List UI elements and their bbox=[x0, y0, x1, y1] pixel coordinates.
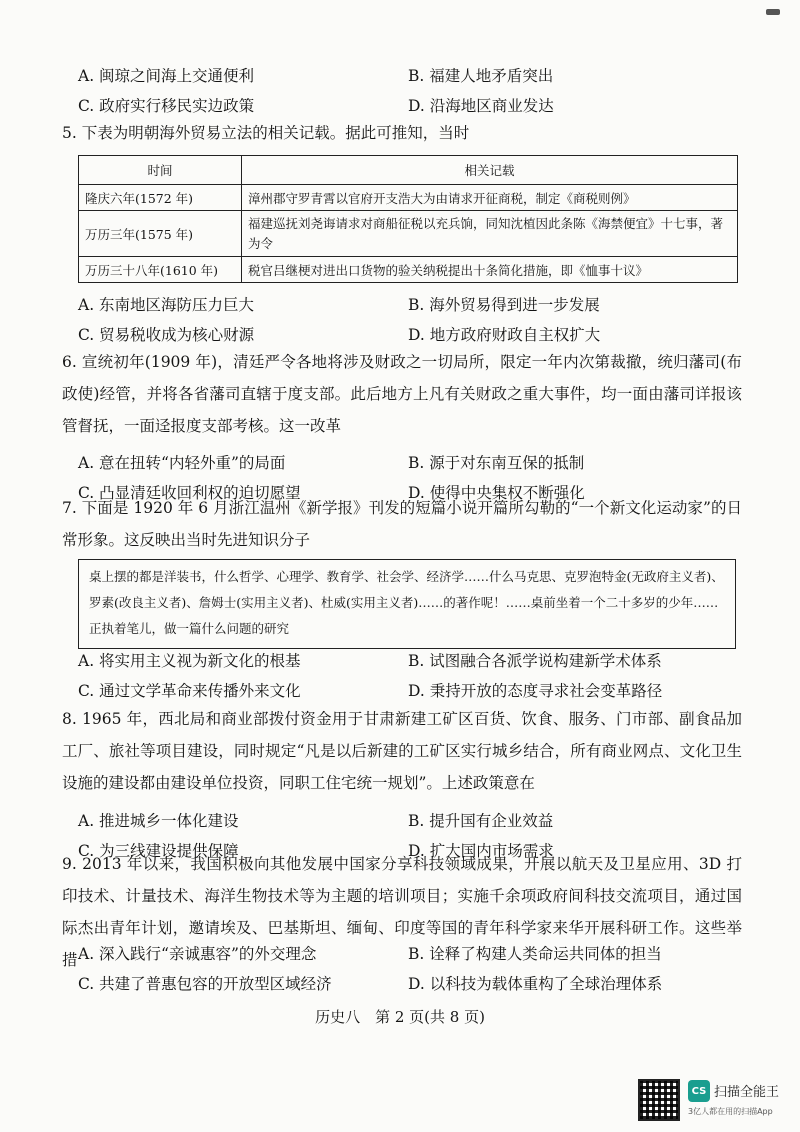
q8-option-d: D. 扩大国内市场需求 bbox=[408, 842, 554, 860]
q4-option-b: B. 福建人地矛盾突出 bbox=[408, 67, 554, 85]
q5-option-b: B. 海外贸易得到进一步发展 bbox=[408, 296, 600, 314]
camscanner-name: 扫描全能王 bbox=[714, 1085, 780, 1100]
q4-options bbox=[78, 60, 738, 120]
table-cell-time: 万历三十八年(1610 年) bbox=[79, 257, 242, 283]
table-row bbox=[79, 185, 738, 211]
q5-stem: 5. 下表为明朝海外贸易立法的相关记载。据此可推知，当时 bbox=[62, 124, 470, 142]
q6-option-b: B. 源于对东南互保的抵制 bbox=[408, 454, 585, 472]
camscanner-logo: CS bbox=[688, 1080, 710, 1102]
q9-option-a: A. 深入践行“亲诚惠容”的外交理念 bbox=[78, 945, 317, 963]
q7-excerpt-box bbox=[78, 559, 736, 649]
q9-option-c: C. 共建了普惠包容的开放型区域经济 bbox=[78, 975, 332, 993]
q8-option-c: C. 为三线建设提供保障 bbox=[78, 842, 239, 860]
table-cell-record: 税官吕继梗对进出口货物的验关纳税提出十条简化措施，即《恤事十议》 bbox=[242, 257, 738, 283]
corner-mark bbox=[766, 9, 780, 15]
q4-option-c: C. 政府实行移民实边政策 bbox=[78, 97, 255, 115]
q5-option-d: D. 地方政府财政自主权扩大 bbox=[408, 326, 601, 344]
q7-option-a: A. 将实用主义视为新文化的根基 bbox=[78, 652, 301, 670]
q8-option-b: B. 提升国有企业效益 bbox=[408, 812, 554, 830]
qr-code-icon bbox=[638, 1079, 680, 1121]
table-cell-time: 隆庆六年(1572 年) bbox=[79, 185, 242, 211]
q9-stem: 9. 2013 年以来，我国积极向其他发展中国家分享科技领域成果，开展以航天及卫星应用、3D 打印技术、计量技术、海洋生物技术等为主题的培训项目；实施千余项政府间科技交流项目，通过国际杰出青年计划，邀请埃及、巴基斯坦、缅甸、印度等国的青年科学家来华开展科研工作。这些举措 bbox=[62, 855, 742, 969]
page-footer: 历史八 第 2 页(共 8 页) bbox=[315, 1008, 485, 1026]
table-header-time: 时间 bbox=[79, 156, 242, 185]
table-header-record: 相关记载 bbox=[242, 156, 738, 185]
table-cell-time: 万历三年(1575 年) bbox=[79, 211, 242, 257]
table-row bbox=[79, 211, 738, 257]
q5-options bbox=[78, 289, 738, 349]
q7-stem: 7. 下面是 1920 年 6 月浙江温州《新学报》刊发的短篇小说开篇所勾勒的“一个新文化运动家”的日常形象。这反映出当时先进知识分子 bbox=[62, 499, 742, 549]
q7-excerpt: 桌上摆的都是洋装书，什么哲学、心理学、教育学、社会学、经济学……什么马克思、克罗泡特金(无政府主义者)、罗素(改良主义者)、詹姆士(实用主义者)、杜威(实用主义者)……的著作呢！……桌前坐着一个二十多岁的少年……正执着笔儿，做一篇什么问题的研究 bbox=[89, 569, 724, 636]
q9-option-b: B. 诠释了构建人类命运共同体的担当 bbox=[408, 945, 662, 963]
table-cell-record: 福建巡抚刘尧诲请求对商船征税以充兵饷，同知沈植因此条陈《海禁便宜》十七事，著为令 bbox=[242, 211, 738, 257]
q7-options bbox=[78, 645, 738, 705]
q6-option-c: C. 凸显清廷收回利权的迫切愿望 bbox=[78, 484, 301, 502]
q5-option-c: C. 贸易税收成为核心财源 bbox=[78, 326, 255, 344]
q7-option-d: D. 秉持开放的态度寻求社会变革路径 bbox=[408, 682, 663, 700]
q7-option-c: C. 通过文学革命来传播外来文化 bbox=[78, 682, 301, 700]
q8-stem: 8. 1965 年，西北局和商业部拨付资金用于甘肃新建工矿区百货、饮食、服务、门市部、副食品加工厂、旅社等项目建设，同时规定“凡是以后新建的工矿区实行城乡结合，所有商业网点、文化卫生设施的建设都由建设单位投资，同职工住宅统一规划”。上述政策意在 bbox=[62, 710, 742, 792]
q5-option-a: A. 东南地区海防压力巨大 bbox=[78, 296, 255, 314]
q6-stem: 6. 宣统初年(1909 年)，清廷严令各地将涉及财政之一切局所，限定一年内次第裁撤，统归藩司(布政使)经管，并将各省藩司直辖于度支部。此后地方上凡有关财政之重大事件，均一面由藩司详报该管督抚，一面迳报度支部考核。这一改革 bbox=[62, 353, 742, 435]
q9-option-d: D. 以科技为载体重构了全球治理体系 bbox=[408, 975, 663, 993]
q8-option-a: A. 推进城乡一体化建设 bbox=[78, 812, 239, 830]
camscanner-tagline: 3亿人都在用的扫描App bbox=[688, 1107, 773, 1116]
table-cell-record: 漳州郡守罗青霄以官府开支浩大为由请求开征商税，制定《商税则例》 bbox=[242, 185, 738, 211]
q9-options bbox=[78, 938, 738, 998]
q4-option-a: A. 闽琼之间海上交通便利 bbox=[78, 67, 255, 85]
table-row bbox=[79, 257, 738, 283]
q4-option-d: D. 沿海地区商业发达 bbox=[408, 97, 554, 115]
q5-table bbox=[78, 155, 738, 283]
q7-option-b: B. 试图融合各派学说构建新学术体系 bbox=[408, 652, 662, 670]
q6-option-d: D. 使得中央集权不断强化 bbox=[408, 484, 585, 502]
q6-option-a: A. 意在扭转“内轻外重”的局面 bbox=[78, 454, 286, 472]
